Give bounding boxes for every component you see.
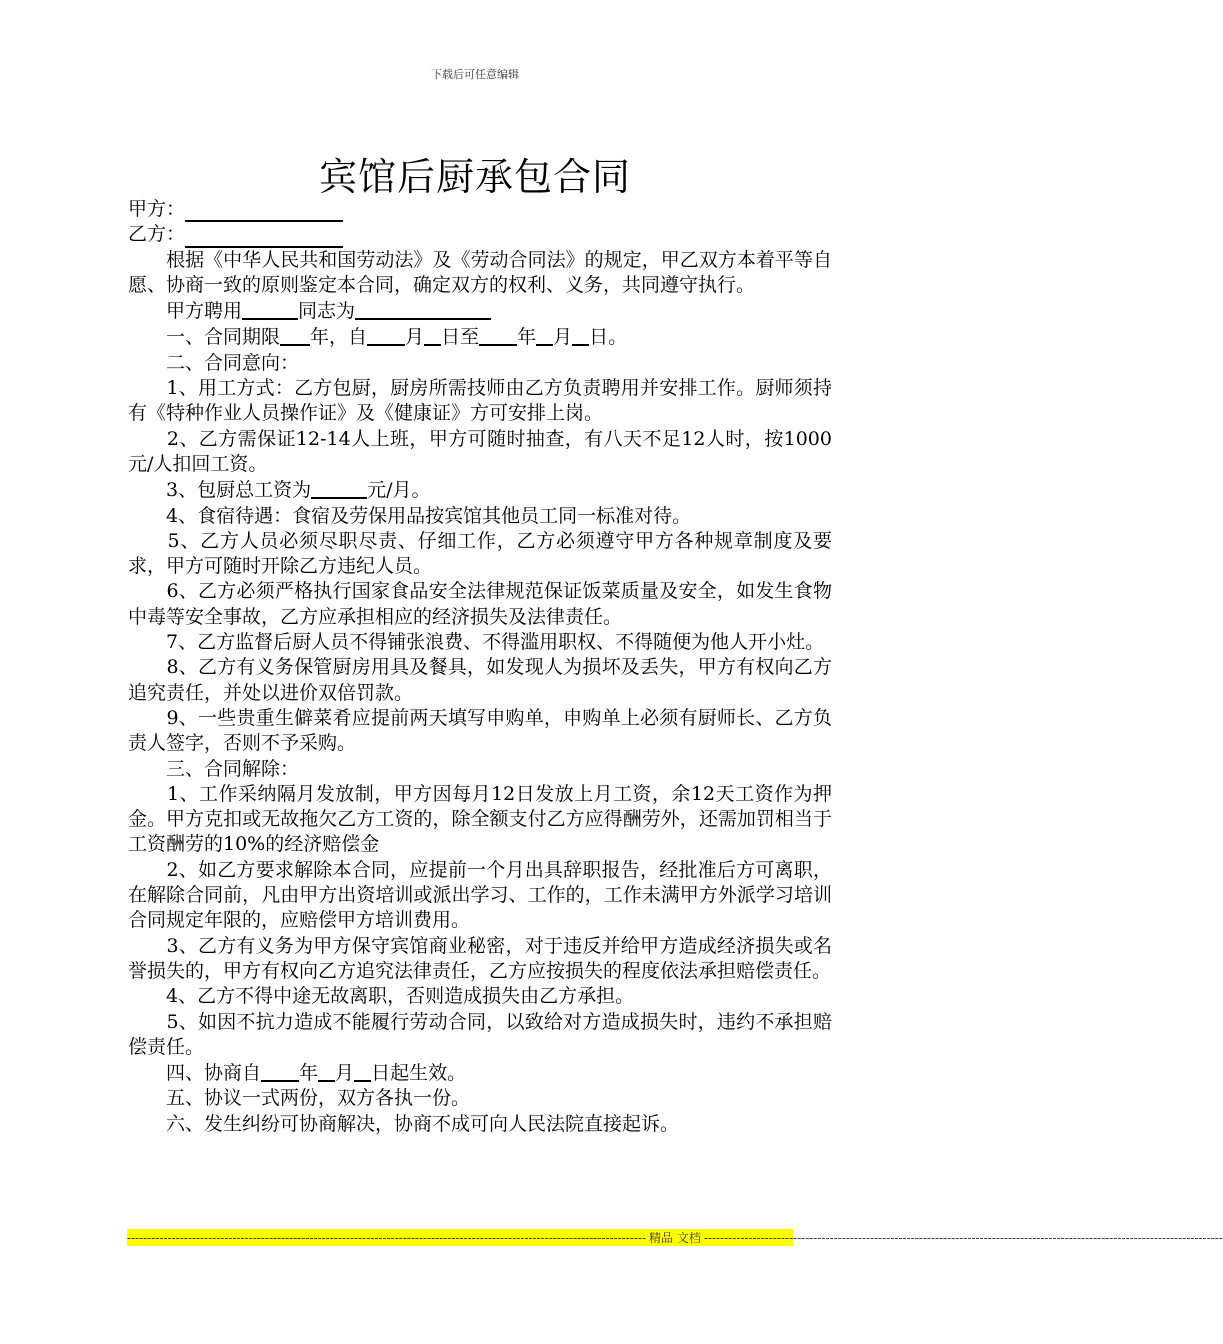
position-blank [355, 298, 491, 320]
blank [367, 324, 405, 346]
document-title: 宾馆后厨承包合同 [318, 155, 631, 199]
party-b-line [128, 222, 832, 247]
preamble-paragraph: 根据《中华人民共和国劳动法》及《劳动合同法》的规定，甲乙双方本着平等自愿、协商一致的原则鉴定本合同，确定双方的权利、义务，共同遵守执行。 [128, 248, 832, 296]
clause: 2、乙方需保证12-14人上班，甲方可随时抽查，有八天不足12人时，按1000元/人扣回工资。 [128, 427, 832, 475]
clause: 5、乙方人员必须尽职尽责、仔细工作，乙方必须遵守甲方各种规章制度及要求，甲方可随时开除乙方违纪人员。 [128, 529, 832, 578]
contract-body [128, 197, 832, 1137]
section-heading: 三、合同解除： [166, 757, 300, 780]
party-a-blank [185, 200, 343, 222]
footer-banner [127, 1229, 1223, 1246]
party-a-label: 甲方： [128, 198, 186, 220]
clause: 6、乙方必须严格执行国家食品安全法律规范保证饭菜质量及安全，如发生食物中毒等安全事故，乙方应承担相应的经济损失及法律责任。 [128, 580, 832, 628]
blank [261, 1060, 299, 1082]
hire-line: 甲方聘用 同志为 [128, 298, 832, 324]
section-heading: 二、合同意向： [166, 351, 300, 374]
clause: 7、乙方监督后厨人员不得铺张浪费、不得滥用职权、不得随便为他人开小灶。 [166, 631, 825, 654]
clause: 五、协议一式两份，双方各执一份。 [166, 1087, 471, 1110]
clause: 4、乙方不得中途无故离职，否则造成损失由乙方承担。 [166, 985, 635, 1008]
wage-blank [311, 477, 367, 499]
blank [479, 324, 517, 346]
party-a-line [128, 197, 832, 222]
clause: 3、乙方有义务为甲方保守宾馆商业秘密，对于违反并给甲方造成经济损失或名誉损失的，甲方有权向乙方追究法律责任，乙方应按损失的程度依法承担赔偿责任。 [128, 934, 832, 982]
clause: 六、发生纠纷可协商解决，协商不成可向人民法院直接起诉。 [166, 1112, 680, 1135]
footer-label: 精品 文档 [649, 1231, 701, 1245]
header-note: 下载后可任意编辑 [431, 68, 519, 81]
clause: 5、如因不抗力造成不能履行劳动合同，以致给对方造成损失时，违约不承担赔偿责任。 [128, 1010, 832, 1058]
clause: 3、包厨总工资为 元/月。 [166, 479, 431, 502]
blank [354, 1060, 371, 1082]
clause: 1、工作采纳隔月发放制，甲方因每月12日发放上月工资，余12天工资作为押金。甲方克扣或无故拖欠乙方工资的，除全额支付乙方应得酬劳外，还需加罚相当于工资酬劳的10%的经济赔偿金 [128, 782, 832, 856]
clause: 4、食宿待遇：食宿及劳保用品按宾馆其他员工同一标准对待。 [166, 504, 692, 527]
blank [424, 324, 441, 346]
clause: 9、一些贵重生僻菜肴应提前两天填写申购单，申购单上必须有厨师长、乙方负责人签字，否则不予采购。 [128, 706, 832, 755]
blank [536, 324, 553, 346]
blank [572, 324, 589, 346]
footer-dashes-right: -------------------------------------------------------------------------------------------------------------------------------- [703, 1230, 1223, 1245]
effective-line: 四、协商自 年 月 日起生效。 [166, 1062, 467, 1085]
blank [280, 324, 310, 346]
clause: 2、如乙方要求解除本合同，应提前一个月出具辞职报告，经批准后方可离职，在解除合同前，凡由甲方出资培训或派出学习、工作的，工作未满甲方外派学习培训合同规定年限的，应赔偿甲方培训费用。 [128, 858, 832, 932]
blank [318, 1060, 335, 1082]
party-b-blank [185, 226, 343, 248]
name-blank [242, 298, 298, 320]
clause: 8、乙方有义务保管厨房用具及餐具，如发现人为损坏及丢失，甲方有权向乙方追究责任，并处以进价双倍罚款。 [128, 656, 832, 704]
footer-dashes-left: -------------------------------------------------------------------------------------------------------------------------------- [127, 1230, 646, 1245]
clause: 1、用工方式：乙方包厨，厨房所需技师由乙方负责聘用并安排工作。厨师须持有《特种作业人员操作证》及《健康证》方可安排上岗。 [128, 377, 832, 425]
term-line: 一、合同期限 年，自 月 日至 年 月 日。 [166, 326, 628, 349]
party-b-label: 乙方： [128, 223, 186, 246]
